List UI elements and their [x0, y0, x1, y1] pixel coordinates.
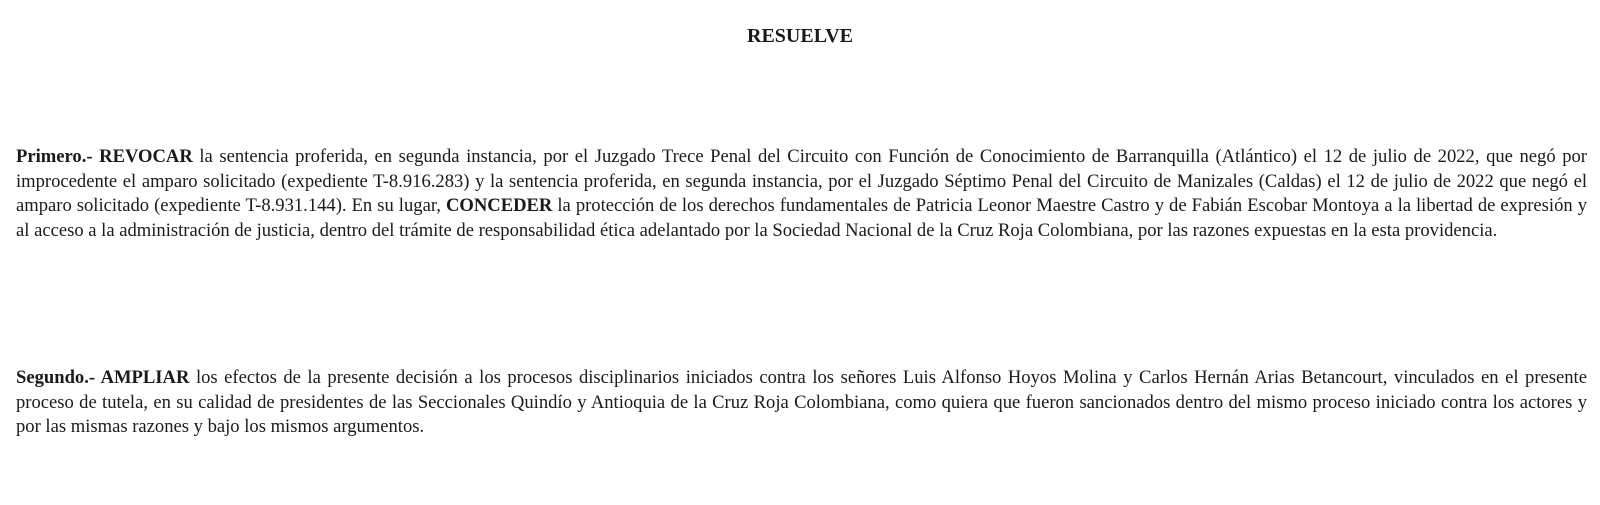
section-heading: RESUELVE [747, 25, 853, 47]
paragraph-primero-lead: Primero.- [16, 146, 100, 167]
paragraph-segundo-verb: AMPLIAR [100, 367, 190, 388]
paragraph-segundo [16, 366, 1587, 440]
paragraph-primero-text-2: la protección de los derechos fundamentales de Patricia Leonor Maestre Castro y de Fabián Escobar Montoya a la libertad de expresión y al acceso a la administración de justicia, dentro del trámite de responsabilidad ética adelantado por la Sociedad Nacional de la Cruz Roja Colombiana, por las razones expuestas en la esta providencia. [16, 195, 1587, 241]
paragraph-primero-text-1: la sentencia proferida, en segunda instancia, por el Juzgado Trece Penal del Circuito con Función de Conocimiento de Barranquilla (Atlántico) el 12 de julio de 2022, que negó por improcedente el amparo solicitado (expediente T-8.916.283) y la sentencia proferida, en segunda instancia, por el Juzgado Séptimo Penal del Circuito de Manizales (Caldas) el 12 de julio de 2022 que negó el amparo solicitado (expediente T-8.931.144). En su lugar, [16, 146, 1587, 216]
paragraph-primero-verb: REVOCAR [99, 146, 193, 167]
paragraph-segundo-text: los efectos de la presente decisión a los procesos disciplinarios iniciados contra los señores Luis Alfonso Hoyos Molina y Carlos Hernán Arias Betancourt, vinculados en el presente proceso de tutela, en su calidad de presidentes de las Seccionales Quindío y Antioquia de la Cruz Roja Colombiana, como quiera que fueron sancionados dentro del mismo proceso iniciado contra los actores y por las mismas razones y bajo los mismos argumentos. [16, 367, 1587, 437]
paragraph-primero-verb-2: CONCEDER [445, 195, 553, 216]
paragraph-primero [16, 145, 1587, 243]
paragraph-segundo-lead: Segundo.- [16, 367, 101, 388]
